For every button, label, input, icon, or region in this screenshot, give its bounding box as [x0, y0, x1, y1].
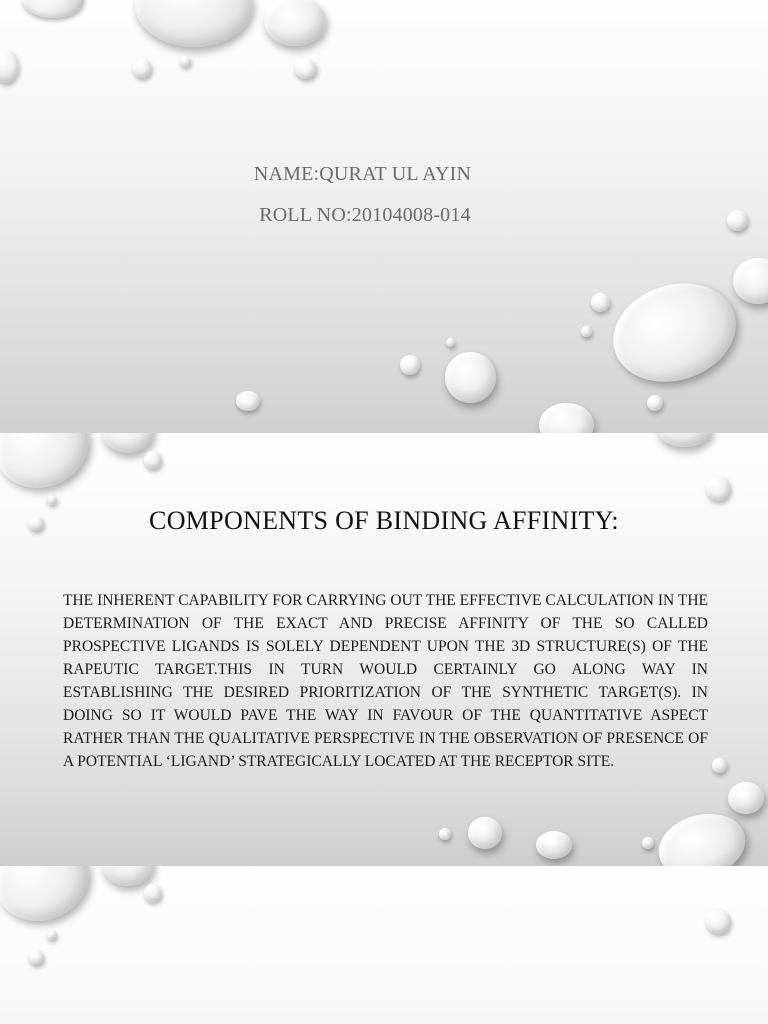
- water-drop: [468, 817, 502, 849]
- water-drop: [642, 837, 654, 849]
- water-drop: [600, 268, 748, 397]
- water-drop: [539, 403, 594, 433]
- water-drop: [581, 326, 592, 337]
- water-drop: [102, 866, 154, 886]
- slide-body-text: THE INHERENT CAPABILITY FOR CARRYING OUT THE EFFECTIVE CALCULATION IN THE DETERMINATION OF THE EXACT AND PRECISE AFFINITY OF THE SO CALLED PROSPECTIVE LIGANDS IS SOLELY DEPENDENT UPON THE 3D STRUCTURE(S) OF THE RAPEUTIC TARGET.THIS IN TURN WOULD CERTAINLY GO ALONG WAY IN ESTABLISHING THE DESIRED PRIORITIZATION OF THE SYNTHETIC TARGET(S). IN DOING SO IT WOULD PAVE THE WAY IN FAVOUR OF THE QUANTITATIVE ASPECT RATHER THAN THE QUALITATIVE PERSPECTIVE IN THE OBSERVATION OF PRESENCE OF A POTENTIAL ‘LIGAND’ STRATEGICALLY LOCATED AT THE RECEPTOR SITE.: [63, 592, 708, 770]
- roll-number: ROLL NO:20104008-014: [259, 204, 471, 226]
- water-drop: [712, 758, 727, 773]
- water-drop: [29, 950, 44, 965]
- water-drop: [706, 476, 731, 501]
- water-drop: [264, 0, 326, 46]
- next-slide-preview: [0, 866, 768, 1024]
- water-drop: [0, 866, 100, 934]
- content-slide: [0, 433, 768, 866]
- water-drop: [591, 293, 610, 312]
- water-drop: [400, 355, 420, 375]
- water-drop: [144, 884, 162, 902]
- water-drop: [295, 59, 317, 79]
- water-drop: [180, 56, 191, 67]
- water-drop: [651, 805, 752, 866]
- slide-title: COMPONENTS OF BINDING AFFINITY:: [149, 506, 619, 535]
- water-drop: [733, 258, 768, 304]
- water-drop: [135, 0, 253, 47]
- water-drop: [439, 828, 451, 840]
- water-drop: [727, 210, 748, 231]
- water-drop: [0, 50, 19, 83]
- water-drop: [657, 433, 712, 447]
- water-drop: [47, 930, 57, 940]
- water-drop: [445, 352, 496, 403]
- water-drop: [102, 433, 154, 453]
- water-drop: [536, 831, 572, 859]
- title-slide: [0, 0, 768, 433]
- water-drop: [446, 338, 455, 347]
- water-drop: [0, 433, 100, 501]
- water-drop: [236, 391, 260, 411]
- water-drop: [728, 782, 764, 814]
- water-drop: [47, 495, 57, 505]
- water-drop: [133, 59, 152, 78]
- water-drop: [647, 395, 663, 411]
- water-drop: [706, 909, 731, 934]
- student-name: NAME:QURAT UL AYIN: [253, 163, 472, 185]
- water-drop: [22, 0, 84, 18]
- water-drop: [144, 451, 162, 469]
